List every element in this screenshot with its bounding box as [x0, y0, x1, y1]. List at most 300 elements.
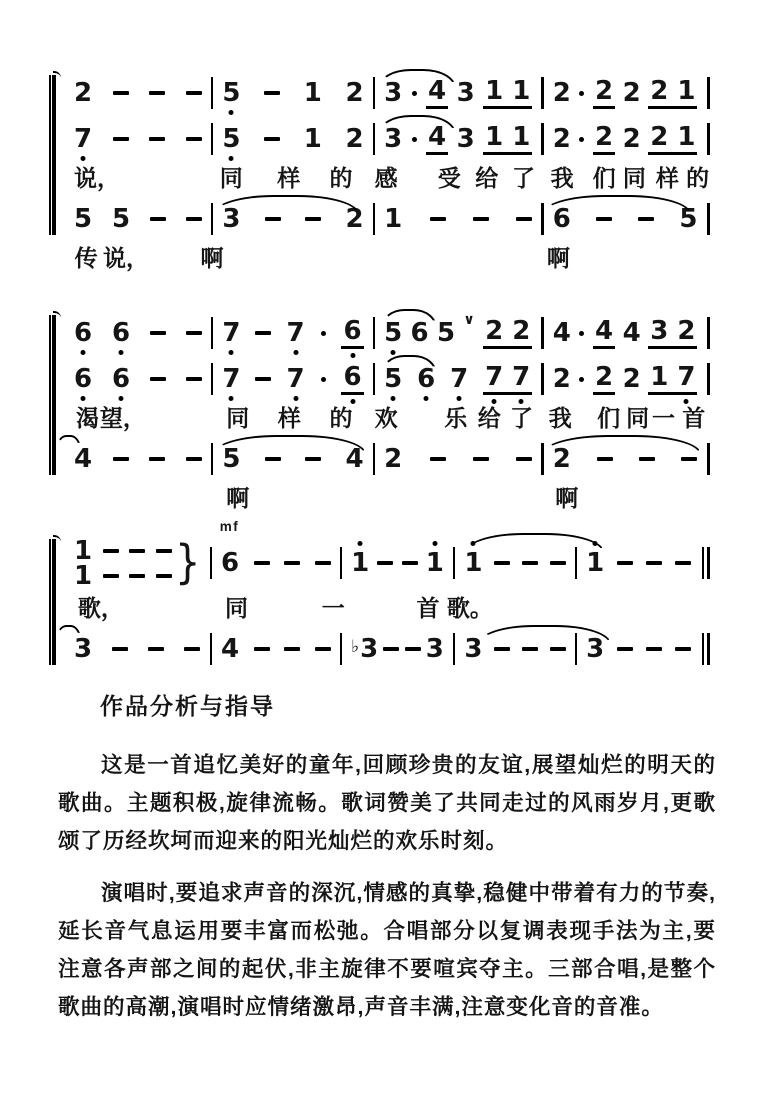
measure: [544, 206, 707, 232]
note: [553, 446, 571, 472]
note-glyph: 2: [622, 124, 641, 154]
lyric-word: 了: [510, 405, 534, 431]
system-bracket: [52, 315, 56, 475]
note: [384, 320, 402, 346]
measure: [544, 361, 707, 395]
lyric-word: 同: [626, 405, 650, 431]
end-barline: [707, 203, 710, 235]
note: [512, 75, 531, 106]
measure: [212, 550, 340, 576]
beam-group: [426, 75, 448, 109]
duration-dash: [150, 331, 166, 335]
note-glyph: 1: [74, 535, 93, 566]
note-glyph: 3: [384, 124, 403, 154]
note-glyph: 3: [464, 634, 483, 664]
note-glyph: 2: [552, 124, 571, 154]
note-glyph: 5: [222, 124, 241, 154]
duration-dash: [617, 647, 633, 651]
system: [65, 70, 710, 276]
duration-dash: [265, 457, 281, 461]
note-glyph: 1: [74, 560, 93, 591]
duration-dash: [494, 561, 510, 565]
note-glyph: 4: [594, 315, 614, 346]
duration-dash: [186, 217, 202, 221]
note-glyph: 5: [74, 204, 93, 234]
duration-dash: [156, 549, 172, 553]
barline: [707, 77, 710, 109]
analysis-heading: 作品分析与指导: [100, 693, 275, 719]
note: [450, 366, 468, 392]
octave-dot-below: [119, 396, 124, 401]
octave-dot-below: [81, 396, 86, 401]
duration-dash: [186, 331, 202, 335]
duration-dash: [186, 457, 202, 461]
note: [553, 80, 571, 106]
note-glyph: 1: [425, 548, 444, 578]
duration-dash: [473, 217, 489, 221]
octave-dot-below: [293, 396, 298, 401]
measure: [213, 80, 372, 106]
measure: [213, 206, 372, 232]
note-glyph: 6: [112, 318, 131, 348]
beam-group: [593, 315, 615, 349]
lyric-word: 望，: [99, 405, 146, 431]
lyric-word: 乐: [444, 405, 468, 431]
beam-group: [483, 361, 532, 395]
note-glyph: 3: [456, 78, 475, 108]
note: [623, 320, 641, 346]
note-glyph: 5: [436, 318, 456, 348]
beam-group: [648, 361, 697, 395]
note-glyph: 2: [552, 78, 571, 108]
note-glyph: 3: [425, 634, 444, 664]
lyric-word: 歌。: [446, 595, 493, 621]
octave-dot-above: [593, 541, 598, 546]
system-bracket: [52, 75, 56, 235]
note-glyph: 1: [485, 121, 504, 152]
lyric-word: 的: [329, 165, 353, 191]
note-line: [65, 626, 710, 672]
duration-dash: [284, 561, 300, 565]
note: [286, 366, 304, 392]
barline: [707, 203, 710, 235]
octave-dot-below: [81, 156, 86, 161]
duration-dash: [646, 647, 662, 651]
duration-dash: [150, 217, 166, 221]
end-barline: [707, 317, 710, 349]
breath-mark: ∨: [463, 312, 475, 328]
measure: [342, 550, 453, 576]
note-line: [65, 70, 710, 116]
octave-dot-below: [391, 350, 396, 355]
score: [65, 70, 710, 672]
duration-dash: [148, 647, 164, 651]
note: [437, 320, 455, 346]
duration-dash: [255, 377, 271, 381]
note-glyph: 1: [351, 548, 370, 578]
note-glyph: 4: [552, 318, 571, 348]
note-glyph: 2: [345, 78, 364, 108]
note: [650, 361, 669, 392]
note-glyph: 6: [410, 318, 429, 348]
beam-group: [593, 121, 615, 155]
lyric-word: 歌，: [77, 595, 124, 621]
duration-dash: [254, 561, 270, 565]
note: [304, 80, 322, 106]
barline: [707, 443, 710, 475]
lyric-word: 一: [651, 405, 675, 431]
analysis-paragraph-2: 演唱时,要追求声音的深沉,情感的真挚,稳健中带着有力的节奏,延长音气息运用要丰富而松弛。合唱部分以复调表现手法为主,要注意各声部之间的起伏,非主旋律不要喧宾夺主。三部合唱,是整个歌曲的高潮,演唱时应情绪激昂,声音丰满,注意变化音的音准。: [58, 881, 716, 1019]
lyric-word: 我: [550, 165, 574, 191]
lyric-line: [65, 482, 710, 516]
measure: [65, 366, 211, 392]
flat-icon: ♭: [351, 637, 360, 657]
beam-group: [593, 75, 615, 109]
note: [426, 550, 444, 576]
note-glyph: 1: [512, 75, 531, 106]
duration-dash: [284, 647, 300, 651]
octave-dot-below: [424, 396, 429, 401]
note-glyph: 7: [485, 361, 504, 392]
note-line: [65, 356, 710, 402]
note: [485, 121, 504, 152]
duration-dash: [516, 217, 532, 221]
note: [457, 80, 475, 106]
note-glyph: 6: [417, 364, 436, 394]
note-glyph: 2: [594, 75, 614, 106]
barline: [707, 317, 710, 349]
duration-dash: [494, 647, 510, 651]
note-glyph: 6: [343, 315, 362, 346]
note-glyph: 2: [74, 78, 93, 108]
note: [345, 446, 363, 472]
note-glyph: 3: [586, 634, 605, 664]
note-glyph: 7: [677, 361, 696, 392]
lyric-word: 感: [374, 165, 398, 191]
note-glyph: 2: [677, 315, 696, 346]
note-glyph: 7: [74, 124, 93, 154]
duration-dash: [638, 217, 654, 221]
measure: [65, 80, 211, 106]
duration-dash: [430, 217, 446, 221]
octave-dot-below: [391, 396, 396, 401]
lyric-word: 渴: [75, 405, 99, 431]
note: [351, 636, 378, 662]
measure: [213, 361, 372, 395]
note: [74, 80, 92, 106]
final-barline: [702, 633, 711, 665]
note-glyph: 7: [512, 361, 531, 392]
system: [65, 519, 710, 672]
note: [623, 80, 641, 106]
analysis-section: [58, 688, 716, 1040]
lyric-word: 啊: [226, 485, 250, 511]
note: [553, 366, 571, 392]
note: [464, 636, 482, 662]
beam-group: [648, 121, 697, 155]
octave-dot-below: [229, 156, 234, 161]
note-glyph: 6: [343, 361, 362, 392]
note-line: [65, 519, 710, 592]
octave-dot-below: [457, 396, 462, 401]
note-glyph: 5: [679, 204, 698, 234]
voice-row: [74, 535, 172, 566]
voices-measure: [65, 535, 210, 591]
duration-dash: [675, 647, 691, 651]
lyric-word: 给: [477, 405, 501, 431]
note: [650, 121, 669, 152]
lyric-word: 欢: [374, 405, 398, 431]
note-line: [65, 436, 710, 482]
note-glyph: 1: [677, 121, 696, 152]
measure: [375, 206, 541, 232]
note: [351, 550, 369, 576]
lyric-word: 的: [686, 165, 710, 191]
note-glyph: 1: [586, 548, 605, 578]
note-glyph: 5: [222, 444, 241, 474]
lyric-word: 给: [475, 165, 499, 191]
measure: [65, 446, 211, 472]
note: [221, 636, 239, 662]
note: [112, 206, 130, 232]
note-glyph: 2: [552, 364, 571, 394]
lyric-word: 了: [511, 165, 535, 191]
duration-dash: [113, 457, 129, 461]
duration-dash: [255, 331, 271, 335]
note: [553, 206, 571, 232]
note-glyph: 2: [594, 121, 614, 152]
note: [74, 206, 92, 232]
duration-dash: [265, 217, 281, 221]
lyric-word: 样: [655, 165, 679, 191]
beam-group: [483, 121, 532, 155]
duration-dash: [315, 561, 331, 565]
duration-dash: [402, 561, 418, 565]
voice-row: [74, 560, 172, 591]
note: [222, 446, 240, 472]
augmentation-dot: [321, 377, 326, 382]
note: [594, 315, 614, 346]
note-glyph: 7: [286, 318, 305, 348]
note: [457, 126, 475, 152]
beam-group: [341, 361, 363, 395]
voice-column: [74, 535, 172, 591]
octave-dot-below: [229, 350, 234, 355]
augmentation-dot: [412, 91, 417, 96]
lyric-word: 同: [226, 405, 250, 431]
barline: [707, 547, 710, 579]
note: [594, 75, 614, 106]
duration-dash: [149, 137, 165, 141]
note-glyph: 1: [512, 121, 531, 152]
note: [512, 315, 531, 346]
lyric-line: [65, 402, 710, 436]
measure: [544, 121, 707, 155]
duration-dash: [186, 137, 202, 141]
note: [112, 366, 130, 392]
note: [384, 206, 402, 232]
note: [384, 366, 402, 392]
note-glyph: 2: [384, 444, 403, 474]
duration-dash: [522, 647, 538, 651]
note: [112, 320, 130, 346]
note: [677, 361, 696, 392]
note: [553, 320, 571, 346]
note: [222, 206, 240, 232]
note-glyph: 2: [650, 75, 669, 106]
note-glyph: 6: [552, 204, 571, 234]
lyric-word: 的: [329, 405, 353, 431]
note: [426, 636, 444, 662]
note: [677, 315, 696, 346]
note: [74, 320, 92, 346]
duration-dash: [186, 377, 202, 381]
note: [677, 75, 696, 106]
lyric-word: 啊: [546, 245, 570, 271]
note-glyph: 3: [222, 204, 241, 234]
note-glyph: 1: [650, 361, 669, 392]
duration-dash: [377, 561, 393, 565]
barline: [702, 633, 705, 665]
note: [428, 75, 447, 106]
lyric-word: 首: [682, 405, 706, 431]
note: [343, 315, 362, 346]
duration-dash: [617, 561, 633, 565]
note: [345, 206, 363, 232]
note: [623, 126, 641, 152]
octave-dot-above: [432, 541, 437, 546]
end-barline: [707, 77, 710, 109]
measure: [65, 206, 211, 232]
note: [74, 126, 92, 152]
duration-dash: [430, 457, 446, 461]
duration-dash: [156, 574, 172, 578]
measure: [342, 636, 453, 662]
barline: [702, 547, 705, 579]
lyric-line: [65, 162, 710, 196]
note-glyph: 4: [428, 121, 447, 152]
note: [417, 366, 435, 392]
system: [65, 310, 710, 516]
note: [384, 446, 402, 472]
duration-dash: [305, 457, 321, 461]
note: [384, 80, 402, 106]
note: [222, 126, 240, 152]
note-glyph: 4: [74, 444, 93, 474]
note: [286, 320, 304, 346]
note: [74, 636, 92, 662]
duration-dash: [646, 561, 662, 565]
duration-dash: [315, 647, 331, 651]
measure: [65, 320, 211, 346]
note: [222, 320, 240, 346]
measure: [544, 315, 707, 349]
duration-dash: [264, 137, 280, 141]
note-glyph: 5: [384, 364, 403, 394]
augmentation-dot: [579, 377, 584, 382]
note-glyph: 1: [303, 78, 322, 108]
note: [512, 121, 531, 152]
lyric-word: 们: [592, 165, 616, 191]
octave-dot-below: [229, 110, 234, 115]
note: [74, 366, 92, 392]
note-glyph: 4: [221, 634, 240, 664]
lyric-word: 样: [277, 165, 301, 191]
note-glyph: 1: [384, 204, 403, 234]
note-glyph: 1: [677, 75, 696, 106]
note: [512, 361, 531, 392]
note: [594, 121, 614, 152]
beam-group: [648, 75, 697, 109]
measure: [455, 636, 574, 662]
note-glyph: 2: [622, 78, 641, 108]
duration-dash: [129, 549, 145, 553]
dynamic-mark: mf: [219, 519, 240, 534]
note: [586, 636, 604, 662]
lyric-word: 啊: [200, 245, 224, 271]
duration-dash: [639, 457, 655, 461]
measure: [375, 446, 541, 472]
note: [222, 366, 240, 392]
note: [343, 361, 362, 392]
note: [411, 320, 429, 346]
duration-dash: [473, 457, 489, 461]
note: [485, 75, 504, 106]
note: [650, 315, 669, 346]
note-glyph: 3: [456, 124, 475, 154]
lyric-word: 同: [219, 165, 243, 191]
note-glyph: 7: [286, 364, 305, 394]
system-bracket: [52, 539, 56, 665]
duration-dash: [186, 91, 202, 95]
duration-dash: [305, 217, 321, 221]
barline: [707, 123, 710, 155]
measure: [213, 446, 372, 472]
note-glyph: 2: [345, 124, 364, 154]
final-barline: [702, 547, 711, 579]
measure: [544, 75, 707, 109]
note-glyph: 6: [74, 318, 93, 348]
note-glyph: 7: [450, 364, 469, 394]
note-glyph: 5: [112, 204, 131, 234]
note-glyph: 4: [428, 75, 447, 106]
note: [679, 206, 697, 232]
beam-group: [483, 315, 532, 349]
note-glyph: 2: [552, 444, 571, 474]
note-line: [65, 196, 710, 242]
beam-group: [593, 361, 615, 395]
note-glyph: 3: [650, 315, 669, 346]
duration-dash: [383, 647, 399, 651]
note-glyph: 6: [221, 548, 240, 578]
note: [677, 121, 696, 152]
barline: [707, 363, 710, 395]
duration-dash: [675, 561, 691, 565]
measure: [375, 75, 541, 109]
beam-group: [483, 75, 532, 109]
lyric-word: 样: [277, 405, 301, 431]
note-glyph: 7: [222, 364, 241, 394]
note-glyph: 5: [222, 78, 241, 108]
duration-dash: [596, 217, 612, 221]
note-glyph: 4: [345, 444, 364, 474]
measure: [212, 636, 340, 662]
octave-dot-above: [358, 541, 363, 546]
augmentation-dot: [321, 331, 326, 336]
duration-dash: [184, 647, 200, 651]
note-glyph: 2: [622, 364, 641, 394]
duration-dash: [103, 549, 119, 553]
